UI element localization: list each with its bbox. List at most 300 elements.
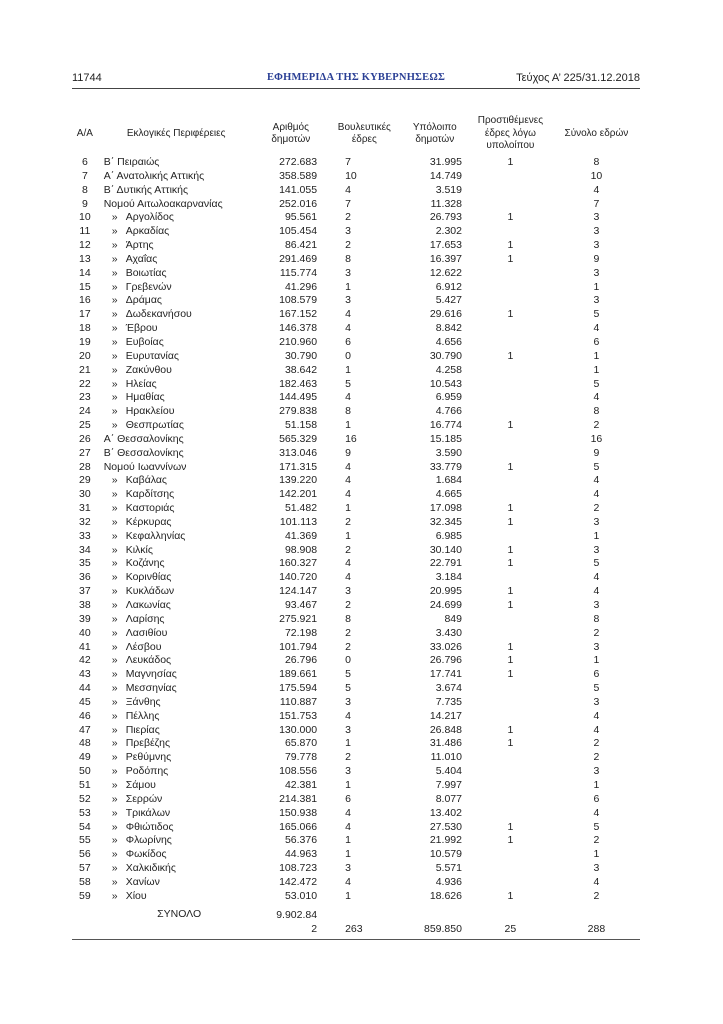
row-aa: 59 bbox=[79, 889, 91, 902]
row-added bbox=[468, 198, 553, 212]
table-row bbox=[72, 516, 640, 530]
row-added bbox=[468, 294, 553, 308]
row-region bbox=[98, 211, 255, 225]
table-bottom-rule bbox=[72, 939, 640, 940]
row-population: 146.378 bbox=[279, 322, 318, 335]
row-added bbox=[468, 696, 553, 710]
row-population: 53.010 bbox=[284, 889, 318, 902]
row-added: 1 bbox=[507, 308, 514, 321]
row-added: 1 bbox=[507, 252, 514, 265]
region-name: Ρεθύμνης bbox=[125, 751, 172, 764]
row-total: 3 bbox=[593, 640, 600, 653]
row-seats: 9 bbox=[345, 446, 351, 459]
row-aa: 33 bbox=[79, 529, 91, 542]
row-population: 101.794 bbox=[279, 640, 318, 653]
row-seats: 4 bbox=[345, 308, 351, 321]
col-header-population: Αριθμός δημοτών bbox=[271, 121, 311, 145]
table-body bbox=[72, 156, 640, 904]
region-name: Καβάλας bbox=[125, 474, 167, 487]
row-seats: 1 bbox=[345, 363, 351, 376]
ditto-mark: » bbox=[111, 834, 118, 847]
row-total: 2 bbox=[593, 889, 600, 902]
table-row bbox=[72, 253, 640, 267]
region-name: Ευβοίας bbox=[125, 335, 164, 348]
row-remainder: 20.995 bbox=[429, 585, 462, 598]
row-population: 272.683 bbox=[279, 156, 318, 168]
row-seats: 1 bbox=[345, 737, 351, 750]
table-row bbox=[72, 779, 640, 793]
region-name: Τρικάλων bbox=[125, 806, 171, 819]
row-added bbox=[468, 765, 553, 779]
row-aa: 35 bbox=[79, 557, 91, 570]
totals-total: 288 bbox=[587, 922, 606, 935]
row-aa: 54 bbox=[79, 820, 91, 833]
region-name: Νομού Αιτωλοακαρνανίας bbox=[103, 197, 223, 210]
row-remainder: 7.997 bbox=[435, 778, 462, 791]
row-population: 565.329 bbox=[279, 432, 318, 445]
ditto-mark: » bbox=[111, 571, 118, 584]
row-region bbox=[98, 419, 255, 433]
row-aa: 29 bbox=[79, 474, 91, 487]
row-seats: 1 bbox=[345, 889, 351, 902]
region-name: Σάμου bbox=[125, 778, 156, 791]
row-remainder: 13.402 bbox=[429, 806, 462, 819]
row-total: 8 bbox=[593, 612, 600, 625]
row-population: 79.778 bbox=[284, 751, 318, 764]
row-added: 1 bbox=[507, 557, 514, 570]
row-total: 3 bbox=[593, 211, 600, 224]
row-seats: 0 bbox=[345, 349, 351, 362]
row-added bbox=[468, 862, 553, 876]
row-aa: 9 bbox=[81, 197, 88, 210]
region-name: Λαρίσης bbox=[125, 612, 165, 625]
region-name: Κέρκυρας bbox=[125, 515, 172, 528]
row-region bbox=[98, 585, 255, 599]
row-remainder: 5.571 bbox=[435, 862, 462, 875]
row-seats: 2 bbox=[345, 543, 351, 556]
region-name: Β΄ Θεσσαλονίκης bbox=[103, 446, 184, 459]
region-name: Καρδίτσης bbox=[125, 488, 175, 501]
row-region bbox=[98, 530, 255, 544]
table-row bbox=[72, 433, 640, 447]
region-name: Χανίων bbox=[125, 875, 160, 888]
table-row bbox=[72, 571, 640, 585]
ditto-mark: » bbox=[111, 419, 118, 432]
table-row bbox=[72, 156, 640, 170]
row-aa: 41 bbox=[79, 640, 91, 653]
row-aa: 38 bbox=[79, 599, 91, 611]
row-total: 2 bbox=[593, 502, 600, 515]
ditto-mark: » bbox=[111, 737, 118, 750]
row-seats: 6 bbox=[345, 335, 351, 348]
row-added bbox=[468, 710, 553, 724]
row-aa: 31 bbox=[79, 502, 91, 515]
row-population: 142.201 bbox=[279, 488, 318, 501]
table-row bbox=[72, 724, 640, 738]
row-total: 9 bbox=[593, 446, 600, 459]
row-seats: 5 bbox=[345, 668, 351, 681]
row-total: 1 bbox=[593, 363, 600, 376]
row-aa: 12 bbox=[79, 239, 91, 252]
table-row bbox=[72, 419, 640, 433]
row-seats: 3 bbox=[345, 225, 351, 238]
totals-row bbox=[72, 904, 640, 937]
row-remainder: 33.779 bbox=[429, 460, 462, 473]
row-population: 252.016 bbox=[279, 197, 318, 210]
row-total: 2 bbox=[593, 626, 600, 639]
ditto-mark: » bbox=[111, 391, 118, 404]
row-remainder: 4.936 bbox=[435, 875, 462, 888]
row-seats: 2 bbox=[345, 211, 351, 224]
region-name: Κοζάνης bbox=[125, 557, 165, 570]
table-row bbox=[72, 807, 640, 821]
row-total: 9 bbox=[593, 252, 600, 265]
header-rule bbox=[72, 88, 640, 89]
row-added bbox=[468, 281, 553, 295]
row-population: 175.594 bbox=[279, 682, 318, 695]
row-population: 72.198 bbox=[284, 626, 318, 639]
row-remainder: 22.791 bbox=[429, 557, 462, 570]
region-name: Ηρακλείου bbox=[125, 405, 175, 418]
row-population: 275.921 bbox=[279, 612, 318, 625]
row-remainder: 18.626 bbox=[429, 889, 462, 902]
row-aa: 18 bbox=[79, 322, 91, 335]
row-region bbox=[98, 294, 255, 308]
row-added bbox=[468, 364, 553, 378]
row-added bbox=[468, 779, 553, 793]
ditto-mark: » bbox=[111, 405, 118, 418]
row-population: 189.661 bbox=[279, 668, 318, 681]
row-total: 8 bbox=[593, 405, 600, 418]
row-population: 160.327 bbox=[279, 557, 318, 570]
row-population: 182.463 bbox=[279, 377, 318, 390]
row-remainder: 16.397 bbox=[429, 252, 462, 265]
region-name: Ροδόπης bbox=[125, 765, 169, 778]
row-seats: 1 bbox=[345, 778, 351, 791]
table-header-row bbox=[72, 112, 640, 156]
col-header-added: Προστιθέμενες έδρες λόγω υπολοίπου bbox=[477, 115, 544, 152]
row-aa: 57 bbox=[79, 862, 91, 875]
row-seats: 5 bbox=[345, 377, 351, 390]
ditto-mark: » bbox=[111, 875, 118, 888]
row-region bbox=[98, 225, 255, 239]
row-aa: 22 bbox=[79, 377, 91, 390]
row-region bbox=[98, 807, 255, 821]
row-region bbox=[98, 267, 255, 281]
row-population: 291.469 bbox=[279, 252, 318, 265]
col-header-aa: Α/Α bbox=[76, 127, 93, 139]
ditto-mark: » bbox=[111, 654, 118, 667]
table-row bbox=[72, 488, 640, 502]
row-aa: 11 bbox=[79, 225, 91, 238]
row-remainder: 33.026 bbox=[429, 640, 462, 653]
row-total: 2 bbox=[593, 751, 600, 764]
row-remainder: 4.766 bbox=[435, 405, 462, 418]
row-aa: 15 bbox=[79, 280, 91, 293]
table-row bbox=[72, 751, 640, 765]
row-region bbox=[98, 544, 255, 558]
row-aa: 17 bbox=[79, 308, 91, 321]
row-population: 41.296 bbox=[284, 280, 318, 293]
row-region bbox=[98, 502, 255, 516]
row-total: 4 bbox=[593, 571, 600, 584]
row-seats: 4 bbox=[345, 875, 351, 888]
row-total: 3 bbox=[593, 515, 600, 528]
row-aa: 49 bbox=[79, 751, 91, 764]
ditto-mark: » bbox=[111, 820, 118, 833]
row-population: 98.908 bbox=[284, 543, 318, 556]
row-region bbox=[98, 765, 255, 779]
ditto-mark: » bbox=[111, 529, 118, 542]
ditto-mark: » bbox=[111, 806, 118, 819]
row-added bbox=[468, 447, 553, 461]
row-population: 26.796 bbox=[284, 654, 318, 667]
table-row bbox=[72, 890, 640, 904]
row-seats: 3 bbox=[345, 862, 351, 875]
row-seats: 4 bbox=[345, 460, 351, 473]
row-region bbox=[98, 281, 255, 295]
row-added: 1 bbox=[507, 668, 514, 681]
region-name: Κεφαλληνίας bbox=[125, 529, 186, 542]
region-name: Μεσσηνίας bbox=[125, 682, 177, 695]
row-remainder: 26.793 bbox=[429, 211, 462, 224]
row-total: 2 bbox=[593, 737, 600, 750]
table-row bbox=[72, 184, 640, 198]
row-aa: 23 bbox=[79, 391, 91, 404]
row-total: 6 bbox=[593, 668, 600, 681]
row-aa: 26 bbox=[79, 432, 91, 445]
row-region bbox=[98, 627, 255, 641]
row-total: 4 bbox=[593, 709, 600, 722]
col-header-region: Εκλογικές Περιφέρειες bbox=[126, 127, 226, 139]
publication-title: ΕΦΗΜΕΡΙΔΑ ΤΗΣ ΚΥΒΕΡΝΗΣΕΩΣ bbox=[266, 72, 446, 83]
region-name: Νομού Ιωαννίνων bbox=[103, 460, 187, 473]
row-remainder: 26.848 bbox=[429, 723, 462, 736]
table-row bbox=[72, 544, 640, 558]
row-remainder: 7.735 bbox=[435, 695, 462, 708]
row-population: 214.381 bbox=[279, 792, 318, 805]
table-row bbox=[72, 682, 640, 696]
row-remainder: 849 bbox=[444, 612, 462, 625]
row-region bbox=[98, 433, 255, 447]
ditto-mark: » bbox=[111, 363, 118, 376]
row-remainder: 11.328 bbox=[430, 197, 462, 210]
row-remainder: 6.912 bbox=[435, 280, 462, 293]
row-total: 6 bbox=[593, 335, 600, 348]
row-population: 140.720 bbox=[279, 571, 318, 584]
row-population: 65.870 bbox=[284, 737, 318, 750]
row-region bbox=[98, 405, 255, 419]
row-population: 171.315 bbox=[279, 460, 318, 473]
ditto-mark: » bbox=[111, 349, 118, 362]
ditto-mark: » bbox=[111, 280, 118, 293]
row-seats: 1 bbox=[345, 280, 351, 293]
region-name: Λακωνίας bbox=[125, 599, 171, 611]
row-added: 1 bbox=[507, 737, 514, 750]
row-aa: 10 bbox=[79, 211, 91, 224]
totals-population: 9.902.84 2 bbox=[276, 908, 318, 935]
row-region bbox=[98, 599, 255, 613]
row-region bbox=[98, 793, 255, 807]
row-total: 4 bbox=[593, 474, 600, 487]
row-region bbox=[98, 890, 255, 904]
row-population: 142.472 bbox=[279, 875, 318, 888]
row-remainder: 17.653 bbox=[429, 239, 462, 252]
row-seats: 1 bbox=[345, 834, 351, 847]
row-region bbox=[98, 391, 255, 405]
row-total: 3 bbox=[593, 225, 600, 238]
table-row bbox=[72, 294, 640, 308]
row-region bbox=[98, 641, 255, 655]
row-aa: 43 bbox=[79, 668, 91, 681]
row-seats: 3 bbox=[345, 723, 351, 736]
ditto-mark: » bbox=[111, 612, 118, 625]
row-remainder: 10.543 bbox=[429, 377, 462, 390]
row-remainder: 16.774 bbox=[429, 419, 462, 432]
row-added bbox=[468, 184, 553, 198]
row-aa: 48 bbox=[79, 737, 91, 750]
row-seats: 2 bbox=[345, 239, 351, 252]
row-added: 1 bbox=[507, 211, 514, 224]
row-added bbox=[468, 378, 553, 392]
row-aa: 21 bbox=[79, 363, 91, 376]
region-name: Ημαθίας bbox=[125, 391, 165, 404]
row-population: 101.113 bbox=[279, 515, 318, 528]
table-row bbox=[72, 211, 640, 225]
row-population: 141.055 bbox=[279, 183, 318, 196]
totals-remainder: 859.850 bbox=[424, 922, 462, 935]
row-added bbox=[468, 170, 553, 184]
col-header-total: Σύνολο εδρών bbox=[564, 127, 629, 139]
row-added: 1 bbox=[507, 834, 514, 847]
row-region bbox=[98, 447, 255, 461]
row-added: 1 bbox=[507, 419, 514, 432]
table-row bbox=[72, 447, 640, 461]
row-population: 151.753 bbox=[279, 709, 318, 722]
table-row bbox=[72, 668, 640, 682]
row-added: 1 bbox=[507, 543, 514, 556]
row-added: 1 bbox=[507, 502, 514, 515]
row-seats: 4 bbox=[345, 391, 351, 404]
row-population: 279.838 bbox=[279, 405, 318, 418]
row-region bbox=[98, 876, 255, 890]
row-added bbox=[468, 793, 553, 807]
row-remainder: 3.590 bbox=[435, 446, 462, 459]
row-region bbox=[98, 198, 255, 212]
row-total: 6 bbox=[593, 792, 600, 805]
row-region bbox=[98, 613, 255, 627]
row-population: 144.495 bbox=[279, 391, 318, 404]
row-region bbox=[98, 751, 255, 765]
electoral-seats-table bbox=[72, 112, 640, 936]
row-seats: 4 bbox=[345, 571, 351, 584]
row-total: 5 bbox=[593, 377, 600, 390]
region-name: Κορινθίας bbox=[125, 571, 172, 584]
row-seats: 2 bbox=[345, 515, 351, 528]
table-row bbox=[72, 654, 640, 668]
row-added: 1 bbox=[507, 156, 514, 168]
row-total: 5 bbox=[593, 308, 600, 321]
row-aa: 51 bbox=[79, 778, 91, 791]
row-remainder: 26.796 bbox=[429, 654, 462, 667]
row-total: 5 bbox=[593, 460, 600, 473]
row-region bbox=[98, 170, 255, 184]
row-region bbox=[98, 516, 255, 530]
ditto-mark: » bbox=[111, 668, 118, 681]
row-region bbox=[98, 668, 255, 682]
row-population: 44.963 bbox=[284, 848, 318, 861]
row-region bbox=[98, 364, 255, 378]
row-seats: 1 bbox=[345, 419, 351, 432]
ditto-mark: » bbox=[111, 889, 118, 902]
row-aa: 14 bbox=[79, 266, 91, 279]
row-total: 3 bbox=[593, 695, 600, 708]
row-seats: 3 bbox=[345, 294, 351, 307]
row-total: 3 bbox=[593, 239, 600, 252]
region-name: Πιερίας bbox=[125, 723, 160, 736]
row-total: 7 bbox=[593, 197, 600, 210]
row-region bbox=[98, 834, 255, 848]
row-region bbox=[98, 557, 255, 571]
row-remainder: 4.665 bbox=[435, 488, 462, 501]
row-population: 139.220 bbox=[279, 474, 318, 487]
row-added bbox=[468, 225, 553, 239]
row-region bbox=[98, 336, 255, 350]
table-row bbox=[72, 267, 640, 281]
row-added bbox=[468, 530, 553, 544]
table-row bbox=[72, 378, 640, 392]
region-name: Ευρυτανίας bbox=[125, 349, 179, 362]
row-remainder: 27.530 bbox=[429, 820, 462, 833]
table-row bbox=[72, 530, 640, 544]
ditto-mark: » bbox=[111, 751, 118, 764]
totals-added: 25 bbox=[504, 922, 517, 935]
row-remainder: 31.995 bbox=[429, 156, 462, 168]
row-added bbox=[468, 433, 553, 447]
row-population: 93.467 bbox=[284, 599, 318, 611]
row-remainder: 24.699 bbox=[429, 599, 462, 611]
row-region bbox=[98, 654, 255, 668]
ditto-mark: » bbox=[111, 695, 118, 708]
row-aa: 42 bbox=[79, 654, 91, 667]
row-remainder: 4.258 bbox=[435, 363, 462, 376]
row-aa: 50 bbox=[79, 765, 91, 778]
region-name: Πρεβέζης bbox=[125, 737, 171, 750]
page-number: 11744 bbox=[72, 72, 102, 84]
row-population: 115.774 bbox=[279, 266, 318, 279]
row-region bbox=[98, 724, 255, 738]
row-population: 51.158 bbox=[284, 419, 318, 432]
row-region bbox=[98, 184, 255, 198]
row-total: 1 bbox=[593, 529, 600, 542]
row-aa: 25 bbox=[79, 419, 91, 432]
region-name: Λασιθίου bbox=[125, 626, 168, 639]
row-aa: 40 bbox=[79, 626, 91, 639]
row-seats: 6 bbox=[345, 792, 351, 805]
table-row bbox=[72, 198, 640, 212]
region-name: Χίου bbox=[125, 889, 147, 902]
ditto-mark: » bbox=[111, 225, 118, 238]
row-remainder: 11.010 bbox=[430, 751, 462, 764]
row-remainder: 12.622 bbox=[429, 266, 462, 279]
row-total: 4 bbox=[593, 183, 600, 196]
table-row bbox=[72, 585, 640, 599]
row-population: 167.152 bbox=[279, 308, 318, 321]
region-name: Αργολίδος bbox=[125, 211, 174, 224]
row-population: 42.381 bbox=[284, 778, 318, 791]
row-added bbox=[468, 848, 553, 862]
table-row bbox=[72, 599, 640, 613]
